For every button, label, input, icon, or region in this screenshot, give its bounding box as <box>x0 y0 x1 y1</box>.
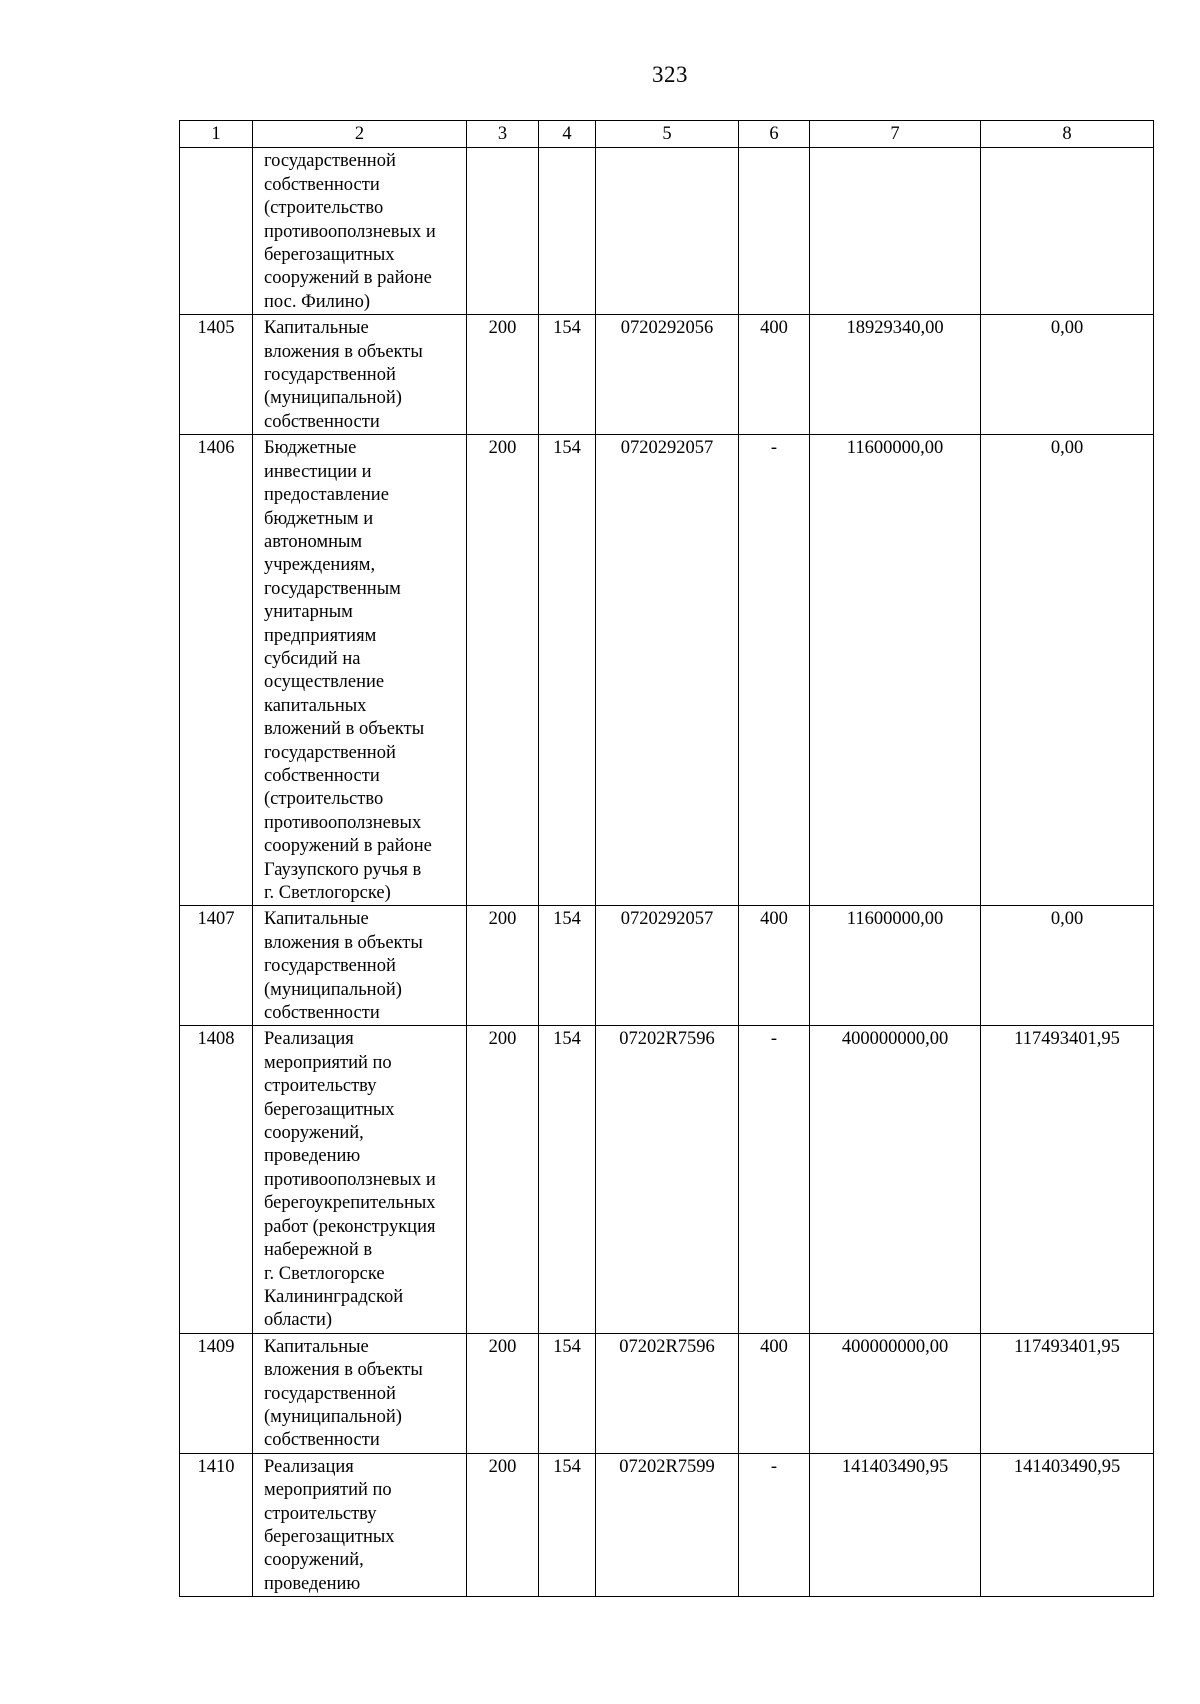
row-number-cell: 1405 <box>180 315 253 435</box>
table-row <box>180 906 1154 1026</box>
section-cell <box>539 148 596 315</box>
expense-type-cell: - <box>739 1026 810 1333</box>
expense-type-cell: 400 <box>739 1333 810 1453</box>
description-cell: Капитальные вложения в объекты государственной (муниципальной) собственности <box>253 1333 467 1453</box>
expense-type-cell: 400 <box>739 906 810 1026</box>
target-article-cell: 0720292056 <box>596 315 739 435</box>
table-row <box>180 1453 1154 1596</box>
amount-cell: 18929340,00 <box>810 315 981 435</box>
header-cell-2: 2 <box>253 121 467 148</box>
row-number-cell: 1407 <box>180 906 253 1026</box>
target-article-cell: 07202R7599 <box>596 1453 739 1596</box>
amount-executed-cell <box>981 148 1154 315</box>
description-cell: Реализация мероприятий по строительству берегозащитных сооружений, проведению <box>253 1453 467 1596</box>
code-cell: 200 <box>467 1453 539 1596</box>
table-row <box>180 315 1154 435</box>
code-cell <box>467 148 539 315</box>
section-cell: 154 <box>539 906 596 1026</box>
page-number: 323 <box>652 62 688 87</box>
section-cell: 154 <box>539 1333 596 1453</box>
header-cell-4: 4 <box>539 121 596 148</box>
code-cell: 200 <box>467 1026 539 1333</box>
amount-cell: 141403490,95 <box>810 1453 981 1596</box>
code-cell: 200 <box>467 315 539 435</box>
target-article-cell: 0720292057 <box>596 435 739 906</box>
code-cell: 200 <box>467 906 539 1026</box>
header-cell-3: 3 <box>467 121 539 148</box>
target-article-cell: 07202R7596 <box>596 1333 739 1453</box>
row-number-cell: 1409 <box>180 1333 253 1453</box>
amount-executed-cell: 141403490,95 <box>981 1453 1154 1596</box>
amount-executed-cell: 0,00 <box>981 435 1154 906</box>
target-article-cell <box>596 148 739 315</box>
row-number-cell: 1408 <box>180 1026 253 1333</box>
description-cell: Капитальные вложения в объекты государственной (муниципальной) собственности <box>253 315 467 435</box>
budget-table <box>179 120 1154 1597</box>
table-header-row <box>180 121 1154 148</box>
amount-cell: 11600000,00 <box>810 906 981 1026</box>
amount-cell: 11600000,00 <box>810 435 981 906</box>
amount-executed-cell: 0,00 <box>981 315 1154 435</box>
row-number-cell: 1410 <box>180 1453 253 1596</box>
section-cell: 154 <box>539 435 596 906</box>
target-article-cell: 0720292057 <box>596 906 739 1026</box>
row-number-cell: 1406 <box>180 435 253 906</box>
expense-type-cell: - <box>739 435 810 906</box>
description-cell: Капитальные вложения в объекты государственной (муниципальной) собственности <box>253 906 467 1026</box>
section-cell: 154 <box>539 315 596 435</box>
header-cell-7: 7 <box>810 121 981 148</box>
header-cell-1: 1 <box>180 121 253 148</box>
expense-type-cell <box>739 148 810 315</box>
table-row <box>180 1026 1154 1333</box>
code-cell: 200 <box>467 435 539 906</box>
section-cell: 154 <box>539 1026 596 1333</box>
amount-cell: 400000000,00 <box>810 1026 981 1333</box>
row-number-cell <box>180 148 253 315</box>
target-article-cell: 07202R7596 <box>596 1026 739 1333</box>
code-cell: 200 <box>467 1333 539 1453</box>
expense-type-cell: - <box>739 1453 810 1596</box>
header-cell-8: 8 <box>981 121 1154 148</box>
section-cell: 154 <box>539 1453 596 1596</box>
table-row <box>180 148 1154 315</box>
amount-executed-cell: 0,00 <box>981 906 1154 1026</box>
description-cell: государственной собственности (строительство противооползневых и берегозащитных сооружений в районе пос. Филино) <box>253 148 467 315</box>
header-cell-5: 5 <box>596 121 739 148</box>
amount-executed-cell: 117493401,95 <box>981 1026 1154 1333</box>
amount-cell <box>810 148 981 315</box>
amount-executed-cell: 117493401,95 <box>981 1333 1154 1453</box>
header-cell-6: 6 <box>739 121 810 148</box>
table-row <box>180 435 1154 906</box>
amount-cell: 400000000,00 <box>810 1333 981 1453</box>
expense-type-cell: 400 <box>739 315 810 435</box>
table-row <box>180 1333 1154 1453</box>
description-cell: Реализация мероприятий по строительству берегозащитных сооружений, проведению противооползневых и берегоукрепительных работ (реконструкция набережной в г. Светлогорске Калининградской области) <box>253 1026 467 1333</box>
description-cell: Бюджетные инвестиции и предоставление бюджетным и автономным учреждениям, государственным унитарным предприятиям субсидий на осуществление капитальных вложений в объекты государственной собственности (строительство противооползневых сооружений в районе Гаузупского ручья в г. Светлогорске) <box>253 435 467 906</box>
